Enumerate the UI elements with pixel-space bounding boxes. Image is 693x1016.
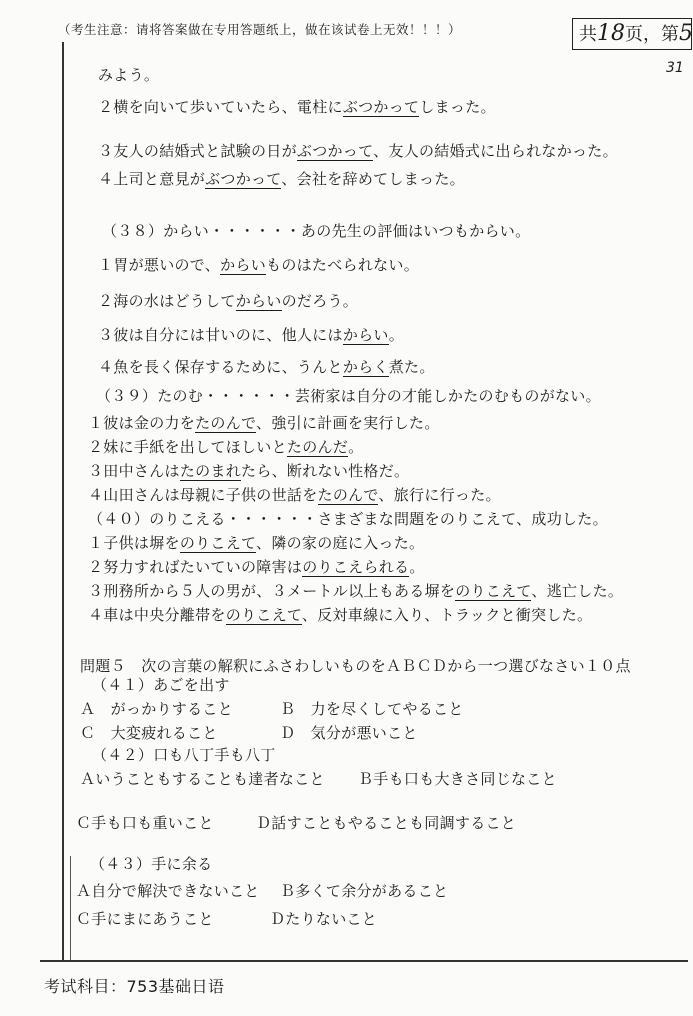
text-segment: 、隣の家の庭に入った。 — [256, 534, 425, 552]
text-segment: Ｂ 力を尽くしてやること — [280, 700, 464, 718]
text-segment: ３友人の結婚式と試験の日が — [98, 142, 297, 160]
inner-margin-line — [70, 856, 71, 960]
text-segment: 。 — [388, 326, 405, 344]
text-line — [102, 220, 530, 241]
exam-subject: 考试科目：753基础日语 — [44, 977, 225, 996]
text-line — [92, 674, 230, 695]
text-line — [76, 812, 214, 833]
text-line — [280, 722, 418, 743]
text-segment: のだろう。 — [281, 292, 359, 310]
text-line — [88, 412, 440, 433]
text-segment: 煮た。 — [388, 358, 435, 376]
text-segment: １胃が悪いので、 — [98, 256, 221, 274]
text-segment: ものはたべられない。 — [266, 256, 420, 274]
text-segment: （４１）あごを出す — [92, 676, 230, 694]
text-segment: Ｂ多くて余分があること — [280, 882, 449, 900]
underlined-word: からく — [342, 358, 389, 376]
underlined-word: たのまれ — [179, 462, 242, 480]
underlined-word: たのんで — [317, 486, 379, 504]
text-line — [80, 698, 233, 719]
text-segment: Ａ自分で解決できないこと — [76, 882, 260, 900]
text-segment: １彼は金の力を — [88, 414, 196, 432]
text-segment: （３９）たのむ・・・・・・芸術家は自分の才能しかたのむものがない。 — [96, 387, 601, 405]
text-line — [90, 853, 212, 874]
text-line — [80, 768, 325, 789]
text-line — [98, 168, 465, 189]
text-line — [280, 880, 448, 901]
text-segment: １子供は塀を — [88, 534, 180, 552]
underlined-word: のりこえられる — [302, 558, 410, 576]
underlined-word: からい — [235, 292, 282, 310]
text-segment: ２横を向いて歩いていたら、電柱に — [98, 98, 343, 116]
text-segment: 。 — [348, 438, 364, 456]
text-line — [98, 290, 358, 311]
text-segment: 、強引に計画を実行した。 — [256, 414, 440, 432]
text-segment: ４魚を長く保存するために、うんと — [98, 358, 343, 376]
underlined-word: ぶつかって — [205, 170, 282, 188]
text-line — [270, 908, 377, 929]
text-line — [98, 96, 496, 117]
text-segment: ３田中さんは — [88, 462, 180, 480]
text-segment: Ｂ手も口も大きさ同じなこと — [358, 770, 557, 788]
text-line — [98, 140, 618, 161]
text-segment: 、反対車線に入り、トラックと衝突した。 — [301, 606, 593, 624]
text-segment: （４２）口も八丁手も八丁 — [92, 746, 276, 764]
text-line — [88, 532, 424, 553]
text-line — [92, 744, 276, 765]
text-segment: ３彼は自分には甘いのに、他人には — [98, 326, 343, 344]
text-segment: たら、断れない性格だ。 — [241, 462, 410, 480]
text-segment: 、逃亡した。 — [531, 582, 624, 600]
page-number-box — [572, 18, 692, 50]
underlined-word: たのんで — [195, 414, 257, 432]
page-prefix: 共 — [579, 24, 597, 45]
frame-bottom-border — [40, 960, 688, 962]
text-segment: ２努力すればたいていの障害は — [88, 558, 303, 576]
underlined-word: のりこえて — [225, 606, 302, 624]
underlined-word: からい — [220, 256, 267, 274]
text-segment: Ｃ 大変疲れること — [80, 724, 218, 742]
text-segment: 。 — [409, 558, 425, 576]
text-line — [88, 556, 425, 577]
text-segment: Ｄたりないこと — [270, 910, 378, 928]
text-line — [98, 356, 435, 377]
text-segment: ２妹に手紙を出してほしいと — [88, 438, 287, 456]
exam-notice: （考生注意：请将答案做在专用答题纸上，做在该试卷上无效！！！） — [58, 22, 462, 37]
page-mid: 页，第 — [625, 24, 679, 45]
text-segment: ２海の水はどうして — [98, 292, 236, 310]
text-segment: Ｃ手にまにあうこと — [76, 910, 214, 928]
underlined-word: からい — [342, 326, 389, 344]
text-line — [88, 460, 409, 481]
text-segment: Ａいうこともすることも達者なこと — [80, 770, 325, 788]
text-line — [80, 722, 218, 743]
underlined-word: のりこえて — [179, 534, 257, 552]
text-segment: Ｄ 気分が悪いこと — [280, 724, 418, 742]
text-segment: しまった。 — [419, 98, 496, 116]
text-line — [88, 484, 501, 505]
text-segment: みよう。 — [98, 66, 160, 84]
text-line — [98, 254, 419, 275]
text-segment: （４０）のりこえる・・・・・・さまざまな問題をのりこえて、成功した。 — [88, 510, 608, 528]
side-number: 31 — [666, 60, 684, 76]
text-line — [88, 604, 592, 625]
text-line — [98, 324, 404, 345]
current-page: 5 — [679, 21, 693, 46]
text-line — [76, 908, 214, 929]
text-line — [80, 655, 631, 676]
text-line — [256, 812, 516, 833]
text-line — [280, 698, 464, 719]
text-line — [88, 508, 608, 529]
text-line — [96, 385, 601, 406]
text-segment: Ｄ話すこともやることも同調すること — [256, 814, 517, 832]
text-segment: 、会社を辞めてしまった。 — [281, 170, 465, 188]
frame-left-border — [62, 42, 64, 960]
underlined-word: ぶつかって — [296, 142, 374, 160]
text-segment: Ａ がっかりすること — [80, 700, 234, 718]
text-segment: 問題５ 次の言葉の解釈にふさわしいものをＡＢＣＤから一つ選びなさい１０点 — [80, 657, 631, 675]
text-segment: ４山田さんは母親に子供の世話を — [88, 486, 318, 504]
text-segment: ４上司と意見が — [98, 170, 206, 188]
underlined-word: ぶつかって — [342, 98, 420, 116]
text-line — [76, 880, 260, 901]
text-segment: ３刑務所から５人の男が、３メートル以上もある塀を — [88, 582, 456, 600]
text-line — [358, 768, 557, 789]
underlined-word: のりこえて — [455, 582, 532, 600]
total-pages: 18 — [597, 21, 625, 46]
underlined-word: たのんだ — [286, 438, 349, 456]
text-segment: 、友人の結婚式に出られなかった。 — [373, 142, 618, 160]
text-line — [98, 64, 159, 85]
text-segment: ４車は中央分離帯を — [88, 606, 226, 624]
text-line — [88, 436, 363, 457]
text-segment: （３８）からい・・・・・・あの先生の評価はいつもからい。 — [102, 222, 531, 240]
text-line — [88, 580, 623, 601]
text-segment: 、旅行に行った。 — [378, 486, 501, 504]
text-segment: Ｃ手も口も重いこと — [76, 814, 214, 832]
text-segment: （４３）手に余る — [90, 855, 213, 873]
